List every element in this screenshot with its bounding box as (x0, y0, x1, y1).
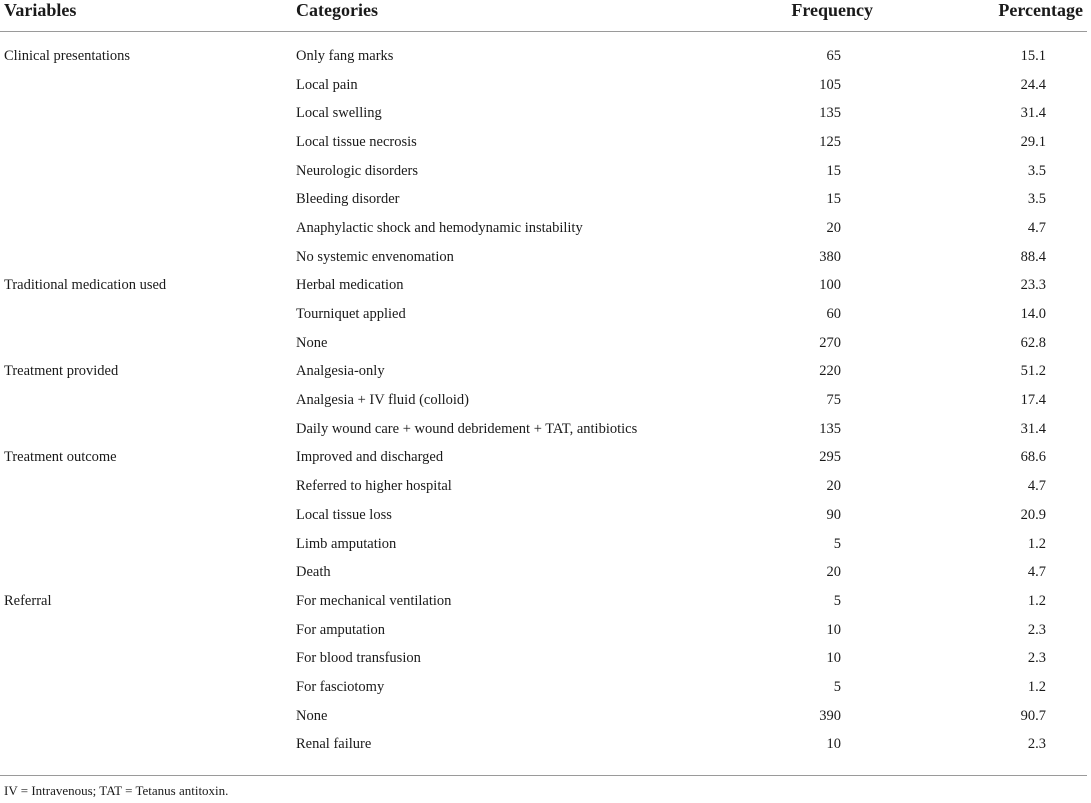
cell-frequency: 20 (826, 219, 841, 236)
cell-percentage: 23.3 (1020, 277, 1046, 294)
table-row (0, 243, 1087, 272)
cell-category: None (296, 707, 328, 724)
cell-category: For amputation (296, 621, 386, 638)
cell-category: Referred to higher hospital (296, 478, 452, 495)
cell-variable (0, 243, 290, 272)
header-row (0, 0, 1087, 32)
cell-variable (0, 530, 290, 559)
cell-frequency: 380 (819, 248, 841, 265)
header-frequency: Frequency (791, 0, 873, 20)
cell-variable: Traditional medication used (4, 277, 167, 294)
cell-category: Improved and discharged (296, 449, 444, 466)
cell-category: Local swelling (296, 105, 382, 122)
cell-category: Local tissue loss (296, 506, 392, 523)
cell-frequency: 390 (819, 707, 841, 724)
cell-frequency: 125 (819, 133, 841, 150)
cell-category: Local pain (296, 76, 358, 93)
cell-variable (0, 673, 290, 702)
cell-frequency: 60 (826, 306, 841, 323)
cell-percentage: 88.4 (1020, 248, 1046, 265)
cell-variable (0, 157, 290, 186)
cell-variable (0, 128, 290, 157)
table-row (0, 731, 1087, 760)
cell-frequency: 5 (833, 678, 841, 695)
cell-category: Neurologic disorders (296, 162, 419, 179)
table-row (0, 501, 1087, 530)
cell-percentage: 14.0 (1020, 306, 1046, 323)
cell-frequency: 10 (826, 621, 841, 638)
cell-frequency: 135 (819, 105, 841, 122)
table-row (0, 558, 1087, 587)
header-variables: Variables (4, 0, 77, 20)
cell-percentage: 3.5 (1027, 191, 1046, 208)
cell-variable (0, 731, 290, 760)
table-row (0, 587, 1087, 616)
cell-category: For mechanical ventilation (296, 592, 452, 609)
cell-frequency: 270 (819, 334, 841, 351)
cell-category: Bleeding disorder (296, 191, 400, 208)
cell-percentage: 3.5 (1027, 162, 1046, 179)
cell-variable (0, 702, 290, 731)
cell-frequency: 10 (826, 736, 841, 753)
cell-percentage: 68.6 (1020, 449, 1046, 466)
cell-frequency: 5 (833, 592, 841, 609)
cell-percentage: 90.7 (1020, 707, 1046, 724)
table-bottom-rule (0, 775, 1087, 776)
cell-category: None (296, 334, 328, 351)
cell-category: No systemic envenomation (296, 248, 454, 265)
cell-category: Renal failure (296, 736, 372, 753)
cell-category: Local tissue necrosis (296, 133, 417, 150)
cell-variable: Referral (4, 592, 52, 609)
table-row (0, 300, 1087, 329)
cell-percentage: 17.4 (1020, 392, 1046, 409)
table-header (0, 0, 1087, 32)
cell-variable (0, 644, 290, 673)
cell-variable (0, 501, 290, 530)
cell-category: Analgesia-only (296, 363, 385, 380)
cell-percentage: 1.2 (1027, 535, 1046, 552)
cell-variable (0, 300, 290, 329)
cell-frequency: 15 (826, 191, 841, 208)
cell-percentage: 31.4 (1020, 105, 1046, 122)
table-row (0, 530, 1087, 559)
cell-percentage: 2.3 (1027, 650, 1046, 667)
cell-frequency: 105 (819, 76, 841, 93)
table-footnote: IV = Intravenous; TAT = Tetanus antitoxin. (4, 783, 229, 798)
cell-percentage: 4.7 (1027, 564, 1046, 581)
cell-variable: Treatment provided (4, 363, 119, 380)
cell-frequency: 100 (819, 277, 841, 294)
cell-category: For fasciotomy (296, 678, 385, 695)
cell-variable (0, 329, 290, 358)
cell-variable (0, 214, 290, 243)
cell-variable (0, 71, 290, 100)
cell-variable (0, 99, 290, 128)
table-row (0, 644, 1087, 673)
cell-percentage: 29.1 (1020, 133, 1046, 150)
cell-percentage: 1.2 (1027, 592, 1046, 609)
table-row (0, 673, 1087, 702)
cell-category: Herbal medication (296, 277, 404, 294)
cell-percentage: 2.3 (1027, 621, 1046, 638)
table-row (0, 329, 1087, 358)
cell-percentage: 24.4 (1020, 76, 1046, 93)
cell-frequency: 10 (826, 650, 841, 667)
table-row (0, 358, 1087, 387)
cell-variable (0, 472, 290, 501)
cell-percentage: 51.2 (1020, 363, 1046, 380)
cell-category: Analgesia + IV fluid (colloid) (296, 392, 470, 409)
cell-category: For blood transfusion (296, 650, 421, 667)
table-row (0, 415, 1087, 444)
cell-frequency: 135 (819, 420, 841, 437)
table-row (0, 272, 1087, 301)
cell-variable: Clinical presentations (4, 47, 131, 64)
cell-category: Tourniquet applied (296, 306, 406, 323)
cell-variable: Treatment outcome (4, 449, 117, 466)
header-categories: Categories (296, 0, 378, 20)
cell-percentage: 4.7 (1027, 478, 1046, 495)
cell-percentage: 4.7 (1027, 219, 1046, 236)
cell-frequency: 5 (833, 535, 841, 552)
cell-category: Limb amputation (296, 535, 397, 552)
table-row (0, 616, 1087, 645)
table-row (0, 157, 1087, 186)
table-row (0, 214, 1087, 243)
cell-variable (0, 558, 290, 587)
cell-variable (0, 185, 290, 214)
cell-category: Death (296, 564, 331, 581)
table-row (0, 702, 1087, 731)
table-row (0, 128, 1087, 157)
cell-variable (0, 415, 290, 444)
cell-frequency: 75 (826, 392, 841, 409)
cell-frequency: 20 (826, 478, 841, 495)
table-row (0, 472, 1087, 501)
cell-frequency: 15 (826, 162, 841, 179)
table-row (0, 71, 1087, 100)
cell-category: Only fang marks (296, 47, 394, 64)
cell-percentage: 20.9 (1020, 506, 1046, 523)
cell-frequency: 20 (826, 564, 841, 581)
cell-percentage: 62.8 (1020, 334, 1046, 351)
table-row (0, 32, 1087, 71)
cell-category: Daily wound care + wound debridement + TAT, antibiotics (296, 420, 638, 437)
cell-variable (0, 386, 290, 415)
table-body (0, 32, 1087, 760)
table-row (0, 99, 1087, 128)
table-row (0, 444, 1087, 473)
cell-frequency: 295 (819, 449, 841, 466)
header-percentage: Percentage (998, 0, 1083, 20)
cell-variable (0, 616, 290, 645)
cell-percentage: 1.2 (1027, 678, 1046, 695)
cell-percentage: 2.3 (1027, 736, 1046, 753)
cell-percentage: 31.4 (1020, 420, 1046, 437)
cell-category: Anaphylactic shock and hemodynamic instability (296, 219, 583, 236)
table-row (0, 185, 1087, 214)
cell-frequency: 65 (826, 47, 841, 64)
cell-percentage: 15.1 (1020, 47, 1046, 64)
cell-frequency: 220 (819, 363, 841, 380)
table-row (0, 386, 1087, 415)
cell-frequency: 90 (826, 506, 841, 523)
